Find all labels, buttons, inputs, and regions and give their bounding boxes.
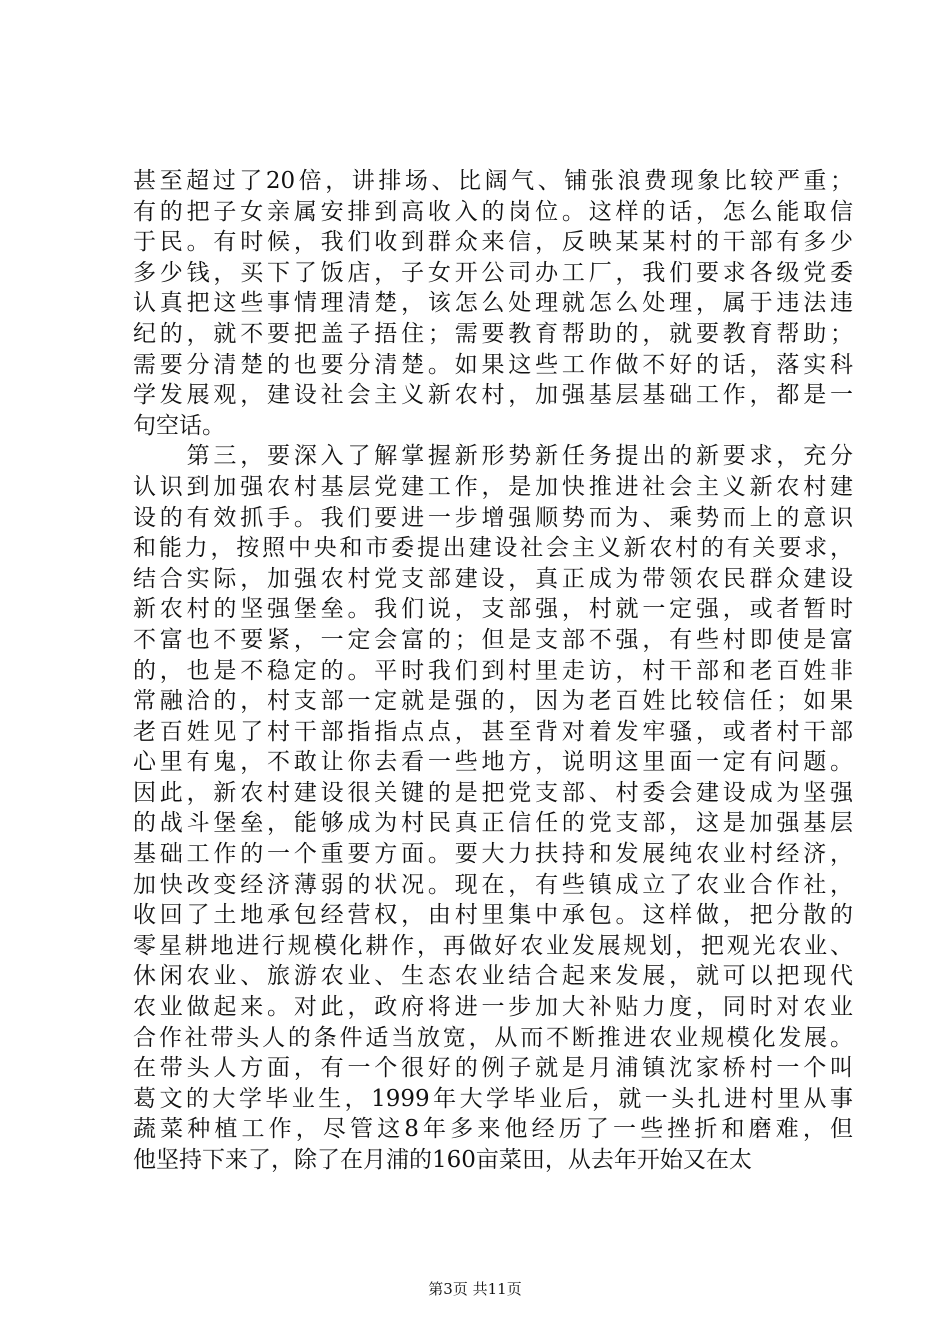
text-line: 农业做起来。对此，政府将进一步加大补贴力度，同时对农业 <box>133 994 853 1021</box>
text-line: 有的把子女亲属安排到高收入的岗位。这样的话，怎么能取信 <box>133 198 853 225</box>
text-line: 甚至超过了20倍，讲排场、比阔气、铺张浪费现象比较严重； <box>133 168 853 194</box>
text-line: 的，也是不稳定的。平时我们到村里走访，村干部和老百姓非 <box>133 657 853 684</box>
text-line: 零星耕地进行规模化耕作，再做好农业发展规划，把观光农业、 <box>133 932 853 959</box>
text-line: 休闲农业、旅游农业、生态农业结合起来发展，就可以把现代 <box>133 963 853 990</box>
text-line: 葛文的大学毕业生，1999年大学毕业后，就一头扎进村里从事 <box>133 1085 853 1112</box>
text-line: 因此，新农村建设很关键的是把党支部、村委会建设成为坚强 <box>133 779 853 806</box>
text-line: 他坚持下来了，除了在月浦的160亩菜田，从去年开始又在太 <box>133 1147 752 1173</box>
text-line: 需要分清楚的也要分清楚。如果这些工作做不好的话，落实科 <box>133 351 853 378</box>
text-line: 合作社带头人的条件适当放宽，从而不断推进农业规模化发展。 <box>133 1024 853 1051</box>
text-line: 第三，要深入了解掌握新形势新任务提出的新要求，充分 <box>133 443 853 470</box>
text-line: 常融洽的，村支部一定就是强的，因为老百姓比较信任；如果 <box>133 688 853 715</box>
text-line: 老百姓见了村干部指指点点，甚至背对着发牢骚，或者村干部 <box>133 718 853 745</box>
text-line: 蔬菜种植工作，尽管这8年多来他经历了一些挫折和磨难，但 <box>133 1116 853 1143</box>
text-line: 在带头人方面，有一个很好的例子就是月浦镇沈家桥村一个叫 <box>133 1055 853 1082</box>
text-line: 心里有鬼，不敢让你去看一些地方，说明这里面一定有问题。 <box>133 749 853 776</box>
text-line: 认识到加强农村基层党建工作，是加快推进社会主义新农村建 <box>133 473 853 500</box>
text-line: 收回了土地承包经营权，由村里集中承包。这样做，把分散的 <box>133 902 853 929</box>
text-line: 结合实际，加强农村党支部建设，真正成为带领农民群众建设 <box>133 565 853 592</box>
text-line: 基础工作的一个重要方面。要大力扶持和发展纯农业村经济， <box>133 841 853 868</box>
text-line: 学发展观，建设社会主义新农村，加强基层基础工作，都是一 <box>133 382 853 409</box>
text-line: 设的有效抓手。我们要进一步增强顺势而为、乘势而上的意识 <box>133 504 853 531</box>
body-text <box>133 166 853 1176</box>
text-line: 纪的，就不要把盖子捂住；需要教育帮助的，就要教育帮助； <box>133 320 853 347</box>
text-line: 加快改变经济薄弱的状况。现在，有些镇成立了农业合作社， <box>133 871 853 898</box>
text-line: 多少钱，买下了饭店，子女开公司办工厂，我们要求各级党委 <box>133 259 853 286</box>
text-line: 句空话。 <box>133 412 225 439</box>
text-line: 于民。有时候，我们收到群众来信，反映某某村的干部有多少 <box>133 229 853 256</box>
text-line: 新农村的坚强堡垒。我们说，支部强，村就一定强，或者暂时 <box>133 596 853 623</box>
text-line: 的战斗堡垒，能够成为村民真正信任的党支部，这是加强基层 <box>133 810 853 837</box>
page-footer: 第3页 共11页 <box>428 1280 522 1298</box>
text-line: 不富也不要紧，一定会富的；但是支部不强，有些村即使是富 <box>133 626 853 653</box>
text-line: 认真把这些事情理清楚，该怎么处理就怎么处理，属于违法违 <box>133 290 853 317</box>
text-line: 和能力，按照中央和市委提出建设社会主义新农村的有关要求， <box>133 535 853 562</box>
